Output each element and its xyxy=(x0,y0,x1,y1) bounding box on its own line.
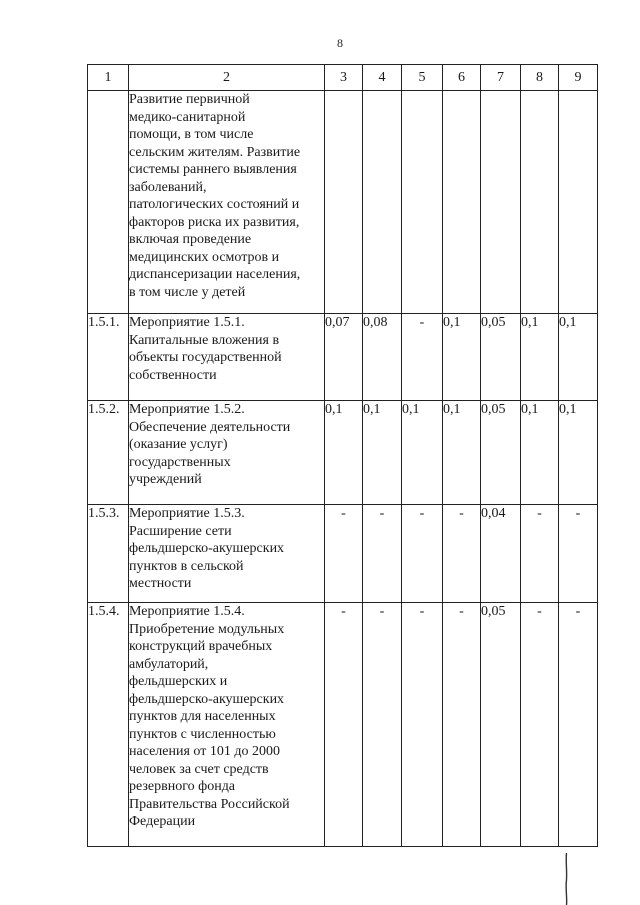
value-cell: - xyxy=(521,505,559,603)
table-row xyxy=(88,505,598,603)
value-cell: - xyxy=(559,603,598,847)
value-cell: 0,05 xyxy=(481,401,521,505)
value-cell: - xyxy=(325,603,363,847)
row-number xyxy=(88,91,129,314)
row-number: 1.5.2. xyxy=(88,401,129,505)
header-cell: 6 xyxy=(443,65,481,91)
row-number: 1.5.3. xyxy=(88,505,129,603)
value-cell: - xyxy=(402,314,443,401)
program-table xyxy=(87,64,598,847)
table-row xyxy=(88,91,598,314)
header-cell: 3 xyxy=(325,65,363,91)
row-description: Мероприятие 1.5.2. Обеспечение деятельности (оказание услуг) государственных учреждений xyxy=(129,401,325,505)
header-cell: 7 xyxy=(481,65,521,91)
value-cell: - xyxy=(402,603,443,847)
header-cell: 8 xyxy=(521,65,559,91)
value-cell xyxy=(325,91,363,314)
table-header-row xyxy=(88,65,598,91)
value-cell: 0,08 xyxy=(363,314,402,401)
value-cell: - xyxy=(402,505,443,603)
value-cell xyxy=(443,91,481,314)
value-cell: - xyxy=(363,505,402,603)
value-cell: - xyxy=(325,505,363,603)
header-cell: 5 xyxy=(402,65,443,91)
value-cell: 0,1 xyxy=(521,314,559,401)
value-cell xyxy=(363,91,402,314)
header-cell: 2 xyxy=(129,65,325,91)
value-cell: - xyxy=(443,603,481,847)
header-cell: 9 xyxy=(559,65,598,91)
value-cell: 0,1 xyxy=(559,314,598,401)
value-cell xyxy=(481,91,521,314)
value-cell: 0,1 xyxy=(559,401,598,505)
row-number: 1.5.4. xyxy=(88,603,129,847)
row-description: Мероприятие 1.5.3. Расширение сети фельдшерско-акушерских пунктов в сельской местности xyxy=(129,505,325,603)
value-cell: - xyxy=(521,603,559,847)
page-number: 8 xyxy=(337,36,343,50)
value-cell: 0,05 xyxy=(481,603,521,847)
table-row xyxy=(88,603,598,847)
value-cell: 0,05 xyxy=(481,314,521,401)
value-cell: 0,1 xyxy=(325,401,363,505)
row-description: Мероприятие 1.5.4. Приобретение модульных конструкций врачебных амбулаторий, фельдшерских и фельдшерско-акушерских пунктов для населенных пунктов с численностью населения от 101 до 2000 человек за счет средств резервного фонда Правительства Российской Федерации xyxy=(129,603,325,847)
header-cell: 4 xyxy=(363,65,402,91)
value-cell xyxy=(402,91,443,314)
value-cell: 0,1 xyxy=(443,401,481,505)
row-description: Развитие первичной медико-санитарной помощи, в том числе сельским жителям. Развитие системы раннего выявления заболеваний, патологических состояний и факторов риска их развития, включая проведение медицинских осмотров и диспансеризации населения, в том числе у детей xyxy=(129,91,325,314)
table-row xyxy=(88,314,598,401)
row-number: 1.5.1. xyxy=(88,314,129,401)
scan-margin-mark xyxy=(565,853,568,905)
value-cell: 0,1 xyxy=(443,314,481,401)
value-cell: 0,07 xyxy=(325,314,363,401)
value-cell: 0,1 xyxy=(363,401,402,505)
value-cell: - xyxy=(559,505,598,603)
header-cell: 1 xyxy=(88,65,129,91)
value-cell xyxy=(521,91,559,314)
value-cell: - xyxy=(363,603,402,847)
value-cell: 0,1 xyxy=(402,401,443,505)
value-cell: - xyxy=(443,505,481,603)
table-row xyxy=(88,401,598,505)
row-description: Мероприятие 1.5.1. Капитальные вложения в объекты государственной собственности xyxy=(129,314,325,401)
value-cell: 0,04 xyxy=(481,505,521,603)
value-cell xyxy=(559,91,598,314)
value-cell: 0,1 xyxy=(521,401,559,505)
